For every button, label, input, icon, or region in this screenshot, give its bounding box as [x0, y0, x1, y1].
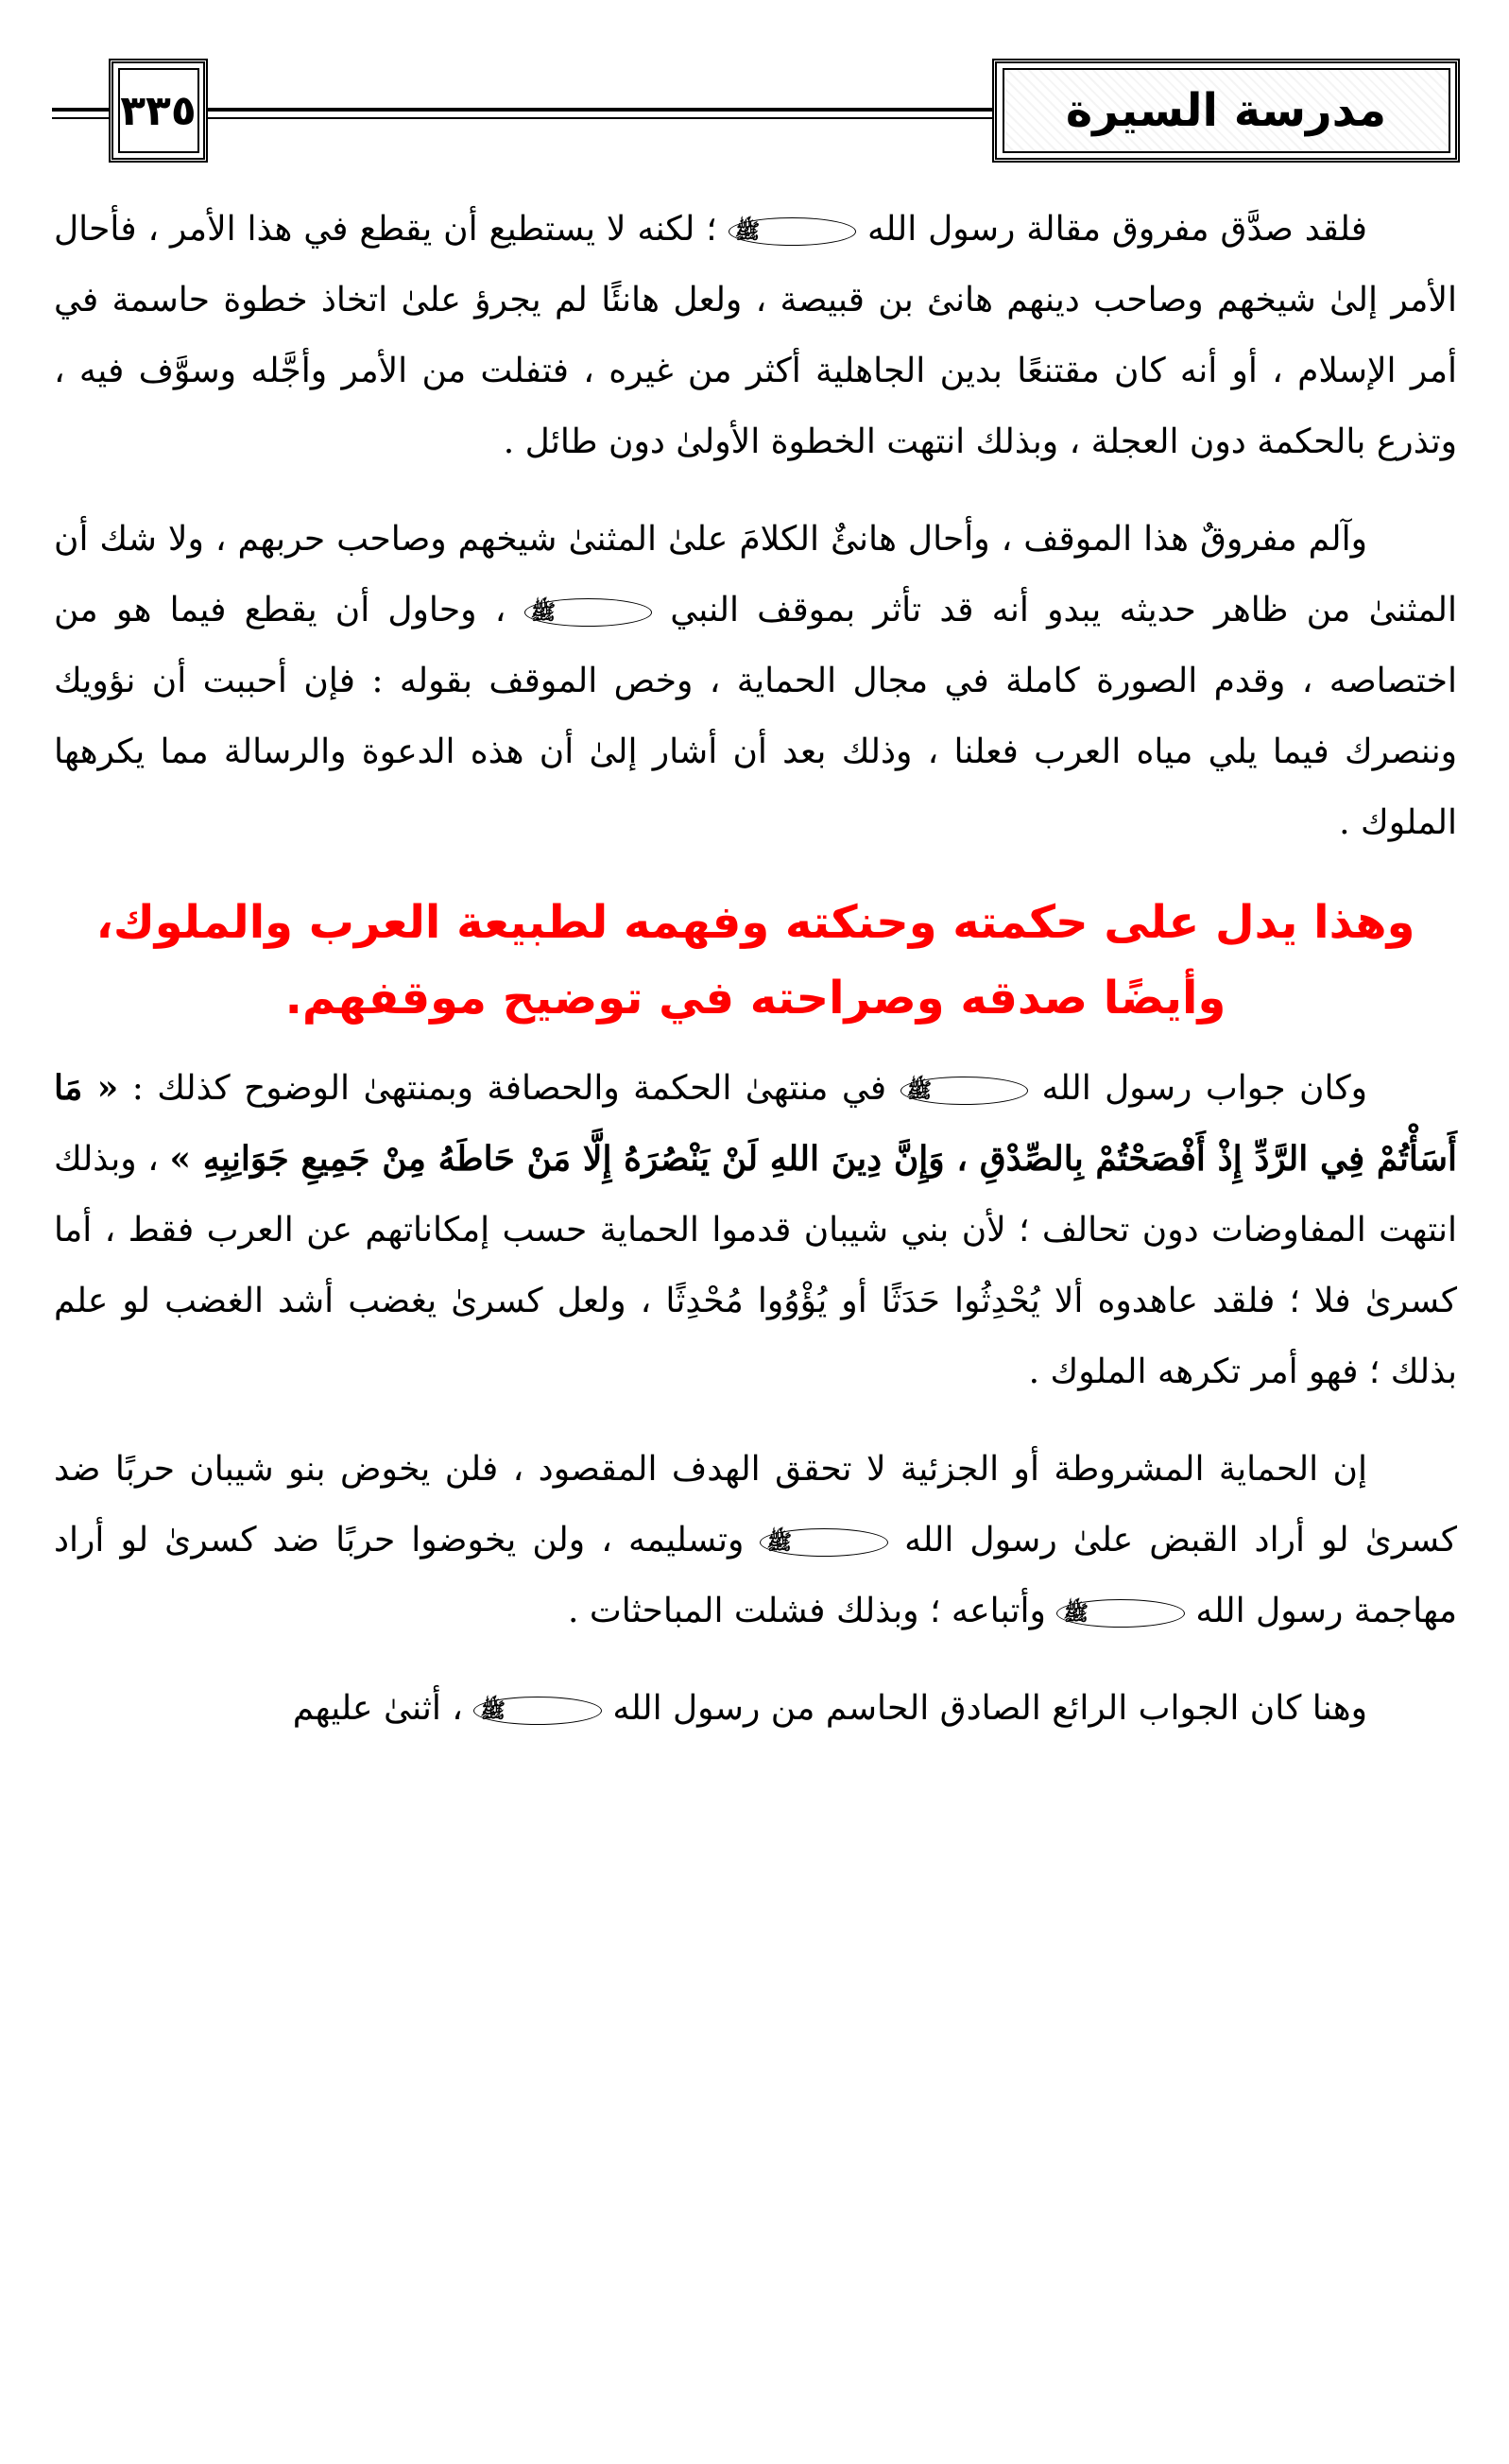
paragraph-1	[54, 194, 1457, 477]
paragraph-5	[54, 1673, 1457, 1744]
page-number-frame	[109, 59, 208, 163]
page-header	[52, 59, 1460, 172]
paragraph-3	[54, 1053, 1457, 1407]
paragraph-4-text-c: وأتباعه ؛ وبذلك فشلت المباحثات .	[568, 1592, 1046, 1630]
salutation-icon: ﷺ	[760, 1528, 888, 1557]
hadith-quote: « مَا أَسَأْتُمْ فِي الرَّدِّ إِذْ أَفْصَحْتُمْ بِالصِّدْقِ ، وَإِنَّ دِينَ اللهِ لَنْ يَنْصُرَهُ إِلَّا مَنْ حَاطَهُ مِنْ جَمِيعِ جَوَانِبِهِ »	[54, 1068, 1457, 1179]
highlighted-note	[54, 885, 1457, 1036]
salutation-icon: ﷺ	[524, 598, 653, 627]
paragraph-3-text-c: ، وبذلك انتهت المفاوضات دون تحالف ؛ لأن بني شيبان قدموا الحماية حسب إمكاناتهم عن العرب فقط ، أما كسرىٰ فلا ؛ فلقد عاهدوه ألا يُحْدِثُوا حَدَثًا أو يُؤْوُوا مُحْدِثًا ، ولعل كسرىٰ يغضب أشد الغضب لو علم بذلك ؛ فهو أمر تكرهه الملوك .	[54, 1140, 1457, 1391]
salutation-icon: ﷺ	[473, 1697, 602, 1725]
paragraph-1-text-a: فلقد صدَّق مفروق مقالة رسول الله	[867, 210, 1367, 249]
paragraph-4-text-a: إن الحماية المشروطة أو الجزئية لا تحقق الهدف المقصود ، فلن يخوض بنو شيبان حربًا ضد كسرىٰ لو أراد القبض علىٰ رسول الله	[54, 1450, 1457, 1559]
book-title-frame	[992, 59, 1460, 163]
header-rule	[208, 108, 992, 112]
paragraph-1-text-b: ؛ لكنه لا يستطيع أن يقطع في هذا الأمر ، فأحال الأمر إلىٰ شيخهم وصاحب دينهم هانئ بن قبيصة ، ولعل هانئًا لم يجرؤ علىٰ اتخاذ خطوة حاسمة في أمر الإسلام ، أو أنه كان مقتنعًا بدين الجاهلية أكثر من غيره ، فتفلت من الأمر وأجَّله وسوَّف فيه ، وتذرع بالحكمة دون العجلة ، وبذلك انتهت الخطوة الأولىٰ دون طائل .	[54, 210, 1457, 461]
paragraph-3-text-a: وكان جواب رسول الله	[1041, 1069, 1367, 1108]
paragraph-4	[54, 1434, 1457, 1646]
highlighted-note-line-1: وهذا يدل على حكمته وحنكته وفهمه لطبيعة العرب والملوك،	[95, 896, 1415, 949]
header-rule-left	[52, 108, 109, 112]
page-number: ٣٣٥	[118, 68, 199, 153]
page-body	[54, 194, 1457, 1770]
salutation-icon: ﷺ	[1056, 1599, 1185, 1628]
paragraph-4-text-b: وتسليمه ، ولن يخوضوا حربًا ضد كسرىٰ لو أراد مهاجمة رسول الله	[54, 1521, 1457, 1630]
book-title: مدرسة السيرة	[1003, 68, 1450, 153]
paragraph-2-text-a: وآلم مفروقٌ هذا الموقف ، وأحال هانئٌ الكلامَ علىٰ المثنىٰ شيخهم وصاحب حربهم ، ولا شك أن المثنىٰ من ظاهر حديثه يبدو أنه قد تأثر بموقف النبي	[54, 520, 1457, 629]
paragraph-2-text-b: ، وحاول أن يقطع فيما هو من اختصاصه ، وقدم الصورة كاملة في مجال الحماية ، وخص الموقف بقوله : فإن أحببت أن نؤويك وننصرك فيما يلي مياه العرب فعلنا ، وذلك بعد أن أشار إلىٰ أن هذه الدعوة والرسالة مما يكرهها الملوك .	[54, 591, 1457, 842]
highlighted-note-line-2: وأيضًا صدقه وصراحته في توضيح موقفهم.	[284, 972, 1226, 1025]
salutation-icon: ﷺ	[729, 217, 857, 246]
paragraph-5-text-a: وهنا كان الجواب الرائع الصادق الحاسم من رسول الله	[612, 1689, 1367, 1728]
paragraph-5-text-b: ، أثنىٰ عليهم	[292, 1689, 463, 1728]
salutation-icon: ﷺ	[900, 1077, 1029, 1105]
paragraph-3-text-b: في منتهىٰ الحكمة والحصافة وبمنتهىٰ الوضوح كذلك :	[131, 1069, 887, 1108]
paragraph-2	[54, 504, 1457, 858]
